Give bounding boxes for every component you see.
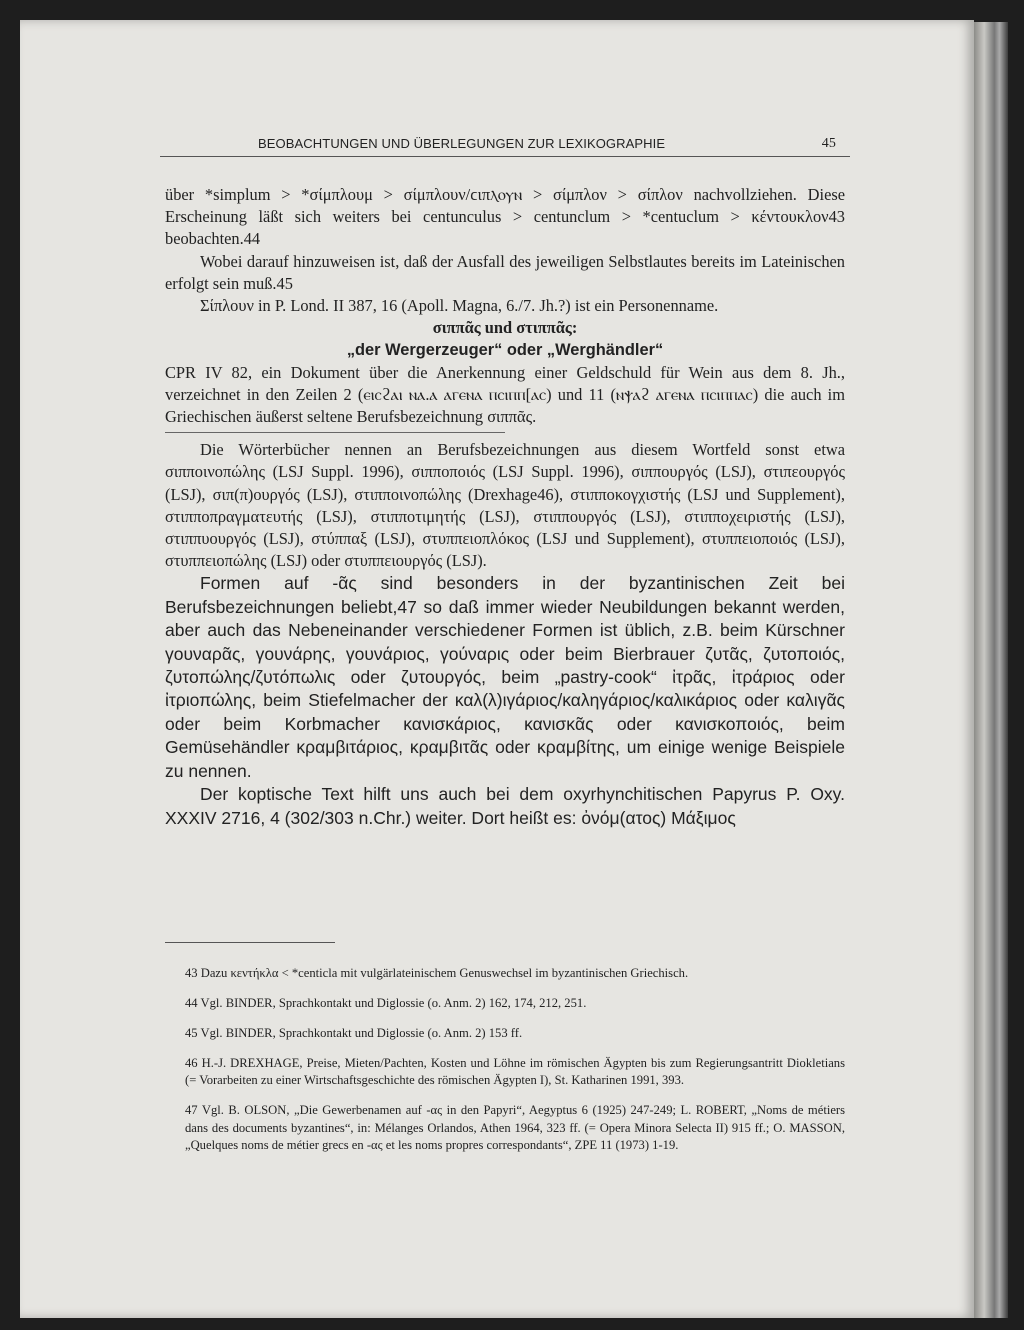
- paragraph-6: Formen auf -ᾶς sind besonders in der byzantinischen Zeit bei Berufsbezeichnungen beliebt,47 so daß immer wieder Neubildungen bekannt werden, aber auch das Nebeneinander verschiedener Formen ist üblich, z.B. beim Kürschner γουναρᾶς, γουνάρης, γουνάριος, γούναρις oder beim Bierbrauer ζυτᾶς, ζυτοποιός, ζυτοπώλης/ζυτόπωλις oder ζυτουργός, beim „pastry-cook“ ἰτρᾶς, ἰτράριος oder ἰτριοπώλης, beim Stiefelmacher der καλ(λ)ιγάριος/καληγάριος/καλικάριος oder καλιγᾶς oder beim Korbmacher κανισκάριος, κανισκᾶς oder κανισκοποιός, beim Gemüsehändler κραμβιτάριος, κραμβιτᾶς oder κραμβίτης, um einige wenige Beispiele zu nennen.: [165, 573, 845, 781]
- paragraph-4: CPR IV 82, ein Dokument über die Anerkennung einer Geldschuld für Wein aus dem 8. Jh., verzeichnet in den Zeilen 2 (ⲉⲓⲥϩⲁⲓ ⲛⲁ.ⲁ ⲁⲅⲉⲛⲁ ⲡⲥⲓⲡⲡ[ⲁⲥ) und 11 (ⲛⲯⲁϩ ⲁⲅⲉⲛⲁ ⲡⲥⲓⲡⲡⲁⲥ) die auch im Griechischen äußerst seltene Berufsbezeichnung σιππᾶς.: [165, 362, 845, 427]
- paragraph-7: Der koptische Text hilft uns auch bei dem oxyrhynchitischen Papyrus P. Oxy. XXXIV 2716, 4 (302/303 n.Chr.) weiter. Dort heißt es: ὀνόμ(ατος) Μάξιμος: [165, 784, 845, 828]
- footnote-44: 44 Vgl. BINDER, Sprachkontakt und Diglossie (o. Anm. 2) 162, 174, 212, 251.: [185, 995, 587, 1010]
- footnote-46: 46 H.-J. DREXHAGE, Preise, Mieten/Pachten, Kosten und Löhne im römischen Ägypten bis zum Regierungsantritt Diokletians (= Vorarbeiten zu einer Wirtschaftsgeschichte des römischen Ägypten I), St. Katharinen 1991, 393.: [185, 1055, 845, 1088]
- section-heading: σιππᾶς und στιππᾶς:: [432, 318, 578, 338]
- footnotes: [185, 952, 845, 1159]
- footnote-45: 45 Vgl. BINDER, Sprachkontakt und Diglossie (o. Anm. 2) 153 ff.: [185, 1025, 523, 1040]
- page-number: 45: [821, 136, 836, 151]
- footnote-rule: [165, 942, 335, 943]
- footnote-47: 47 Vgl. B. OLSON, „Die Gewerbenamen auf -ας in den Papyri“, Aegyptus 6 (1925) 247-249; L. ROBERT, „Noms de métiers dans des documents byzantines“, in: Mélanges Orlandos, Athen 1964, 323 ff. (= Opera Minora Selecta II) 915 ff.; O. MASSON, „Quelques noms de métier grecs en -ας et les noms propres correspondants“, ZPE 11 (1973) 1-19.: [185, 1103, 845, 1153]
- divider-line: [165, 432, 505, 433]
- footnote-43: 43 Dazu κεντήκλα < *centicla mit vulgärlateinischem Genuswechsel im byzantinischen Griechisch.: [185, 965, 689, 980]
- header-title: BEOBACHTUNGEN UND ÜBERLEGUNGEN ZUR LEXIKOGRAPHIE: [258, 136, 666, 151]
- main-text: [165, 184, 845, 830]
- paragraph-5: Die Wörterbücher nennen an Berufsbezeichnungen aus diesem Wortfeld sonst etwa σιπποινοπώλης (LSJ Suppl. 1996), σιπποποιός (LSJ Suppl. 1996), σιππουργός (LSJ), στιπεουργός (LSJ), σιπ(π)ουργός (LSJ), στιπποινοπώλης (Drexhage46), στιπποκογχιστής (LSJ und Supplement), στιπποπραγματευτής (LSJ), στιπποτιμητής (LSJ), στιππουργός (LSJ), στιπποχειριστής (LSJ), στιππυουργός (LSJ), στύππαξ (LSJ), στυππειοπλόκος (LSJ und Supplement), στυππειοποιός (LSJ), στυππειοπώλης (LSJ) oder στυππειουργός (LSJ).: [165, 440, 845, 571]
- paragraph-3: Σίπλουν in P. Lond. II 387, 16 (Apoll. Magna, 6./7. Jh.?) ist ein Personenname.: [200, 296, 719, 316]
- paragraph-1: über *simplum > *σίμπλουμ > σίμπλουν/ϲιπⲗⲟⲩⲛ > σίμπλον > σίπλον nachvollziehen. Diese Erscheinung läßt sich weiters bei centunculus > centunclum > *centuclum > κέντουκλον43 beobachten.44: [165, 185, 845, 249]
- running-header: [160, 128, 850, 157]
- paragraph-2: Wobei darauf hinzuweisen ist, daß der Ausfall des jeweiligen Selbstlautes bereits im Lateinischen erfolgt sein muß.45: [165, 251, 845, 293]
- section-subheading: „der Wergerzeuger“ oder „Werghändler“: [346, 341, 664, 360]
- book-page-edge: [974, 22, 1008, 1318]
